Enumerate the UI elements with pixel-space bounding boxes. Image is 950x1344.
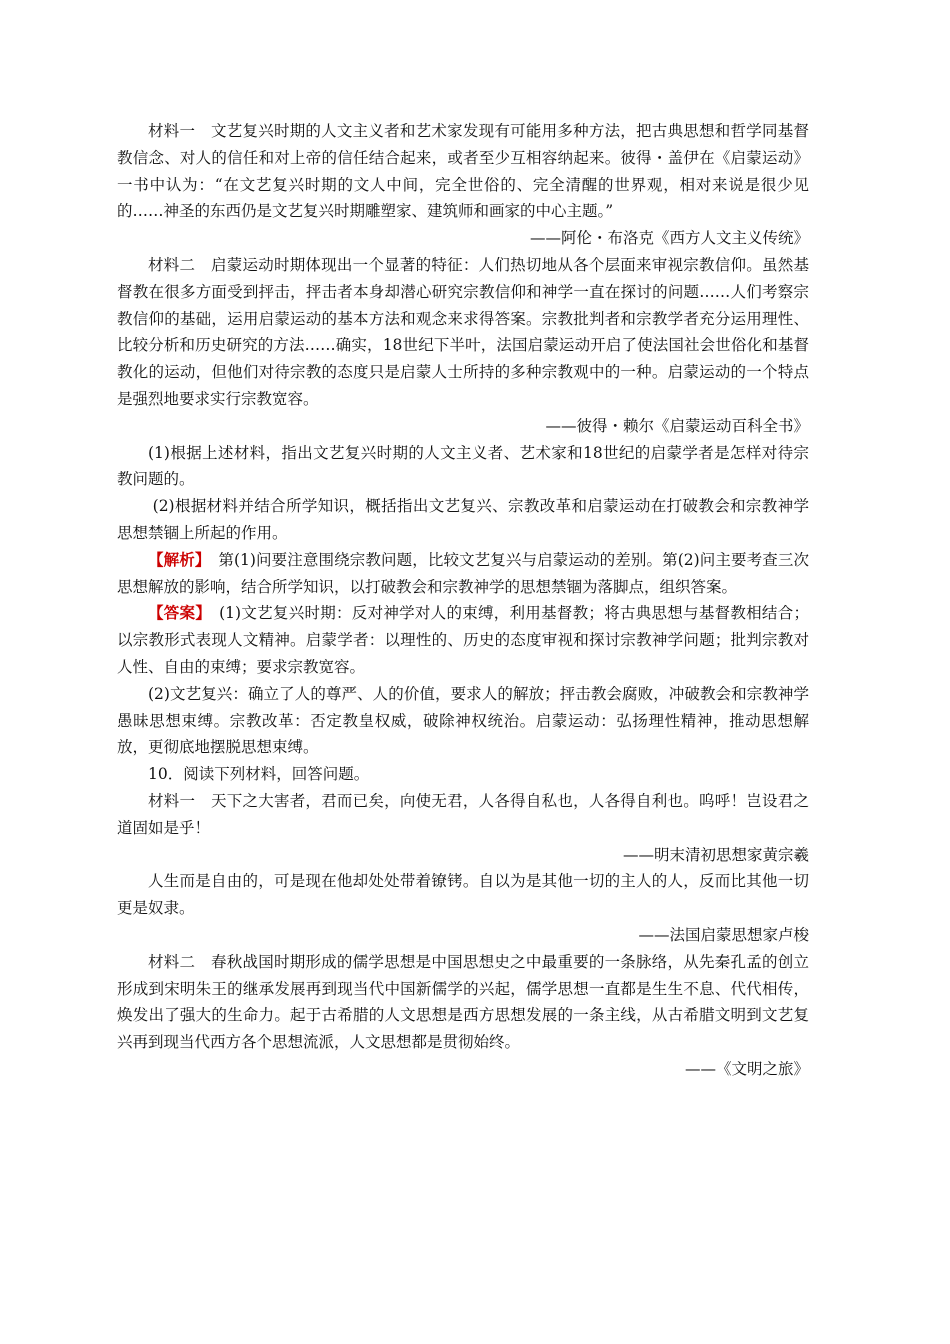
question-10-heading: 10．阅读下列材料，回答问题。 xyxy=(148,765,370,784)
q10-material-one-quote-source: ——法国启蒙思想家卢梭 xyxy=(638,925,809,944)
q10-material-one-quote: 人生而是自由的，可是现在他却处处带着镣铐。自以为是其他一切的主人的人，反而比其他一切更是奴隶。 xyxy=(117,872,809,918)
q10-material-one-source: ——明末清初思想家黄宗羲 xyxy=(622,845,809,864)
q10-material-two-source: ——《文明之旅》 xyxy=(684,1059,809,1078)
material-two-paragraph: 材料二 启蒙运动时期体现出一个显著的特征：人们热切地从各个层面来审视宗教信仰。虽然基督教在很多方面受到抨击，抨击者本身却潜心研究宗教信仰和神学一直在探讨的问题……人们考察宗教信仰的基础，运用启蒙运动的基本方法和观念来求得答案。宗教批判者和宗教学者充分运用理性、比较分析和历史研究的方法……确实，18世纪下半叶，法国启蒙运动开启了使法国社会世俗化和基督教化的运动，但他们对待宗教的态度只是启蒙人士所持的多种宗教观中的一种。启蒙运动的一个特点是强烈地要求实行宗教宽容。 xyxy=(117,255,809,408)
material-one-paragraph: 材料一 文艺复兴时期的人文主义者和艺术家发现有可能用多种方法，把古典思想和哲学同基督教信念、对人的信任和对上帝的信任结合起来，或者至少互相容纳起来。彼得・盖伊在《启蒙运动》一书中认为：“在文艺复兴时期的文人中间，完全世俗的、完全清醒的世界观，相对来说是很少见的……神圣的东西仍是文艺复兴时期雕塑家、建筑师和画家的中心主题。” xyxy=(117,122,809,221)
q10-material-one: 材料一 天下之大害者，君而已矣，向使无君，人各得自私也，人各得自利也。呜呼！岂设君之道固如是乎！ xyxy=(117,791,809,837)
analysis-tag: 【解析】 xyxy=(148,549,203,569)
answer-part-2: (2)文艺复兴：确立了人的尊严、人的价值，要求人的解放；抨击教会腐败，冲破教会和宗教神学愚昧思想束缚。宗教改革：否定教皇权威，破除神权统治。启蒙运动：弘扬理性精神，推动思想解放，更彻底地摆脱思想束缚。 xyxy=(117,684,809,757)
question-2: (2)根据材料并结合所学知识，概括指出文艺复兴、宗教改革和启蒙运动在打破教会和宗教神学思想禁锢上所起的作用。 xyxy=(117,497,809,542)
answer-tag: 【答案】 xyxy=(148,603,204,623)
material-one-source: ——阿伦・布洛克《西方人文主义传统》 xyxy=(529,229,809,248)
q10-material-two: 材料二 春秋战国时期形成的儒学思想是中国思想史之中最重要的一条脉络，从先秦孔孟的创立形成到宋明朱王的继承发展再到现当代中国新儒学的兴起，儒学思想一直都是生生不息、代代相传，焕发出了强大的生命力。起于古希腊的人文思想是西方思想发展的一条主线，从古希腊文明到文艺复兴再到现当代西方各个思想流派，人文思想都是贯彻始终。 xyxy=(117,952,809,1052)
answer-paragraph xyxy=(117,600,809,680)
question-1: (1)根据上述材料，指出文艺复兴时期的人文主义者、艺术家和18世纪的启蒙学者是怎样对待宗教问题的。 xyxy=(117,443,809,489)
analysis-paragraph xyxy=(117,547,809,601)
answer-text: (1)文艺复兴时期：反对神学对人的束缚，利用基督教；将古典思想与基督教相结合；以宗教形式表现人文精神。启蒙学者：以理性的、历史的态度审视和探讨宗教神学问题；批判宗教对人性、自由的束缚；要求宗教宽容。 xyxy=(117,604,809,676)
analysis-text: 第(1)问要注意围绕宗教问题，比较文艺复兴与启蒙运动的差别。第(2)问主要考查三次思想解放的影响，结合所学知识，以打破教会和宗教神学的思想禁锢为落脚点，组织答案。 xyxy=(117,550,809,596)
material-two-source: ——彼得・赖尔《启蒙运动百科全书》 xyxy=(545,416,809,435)
document-page xyxy=(117,118,809,1083)
